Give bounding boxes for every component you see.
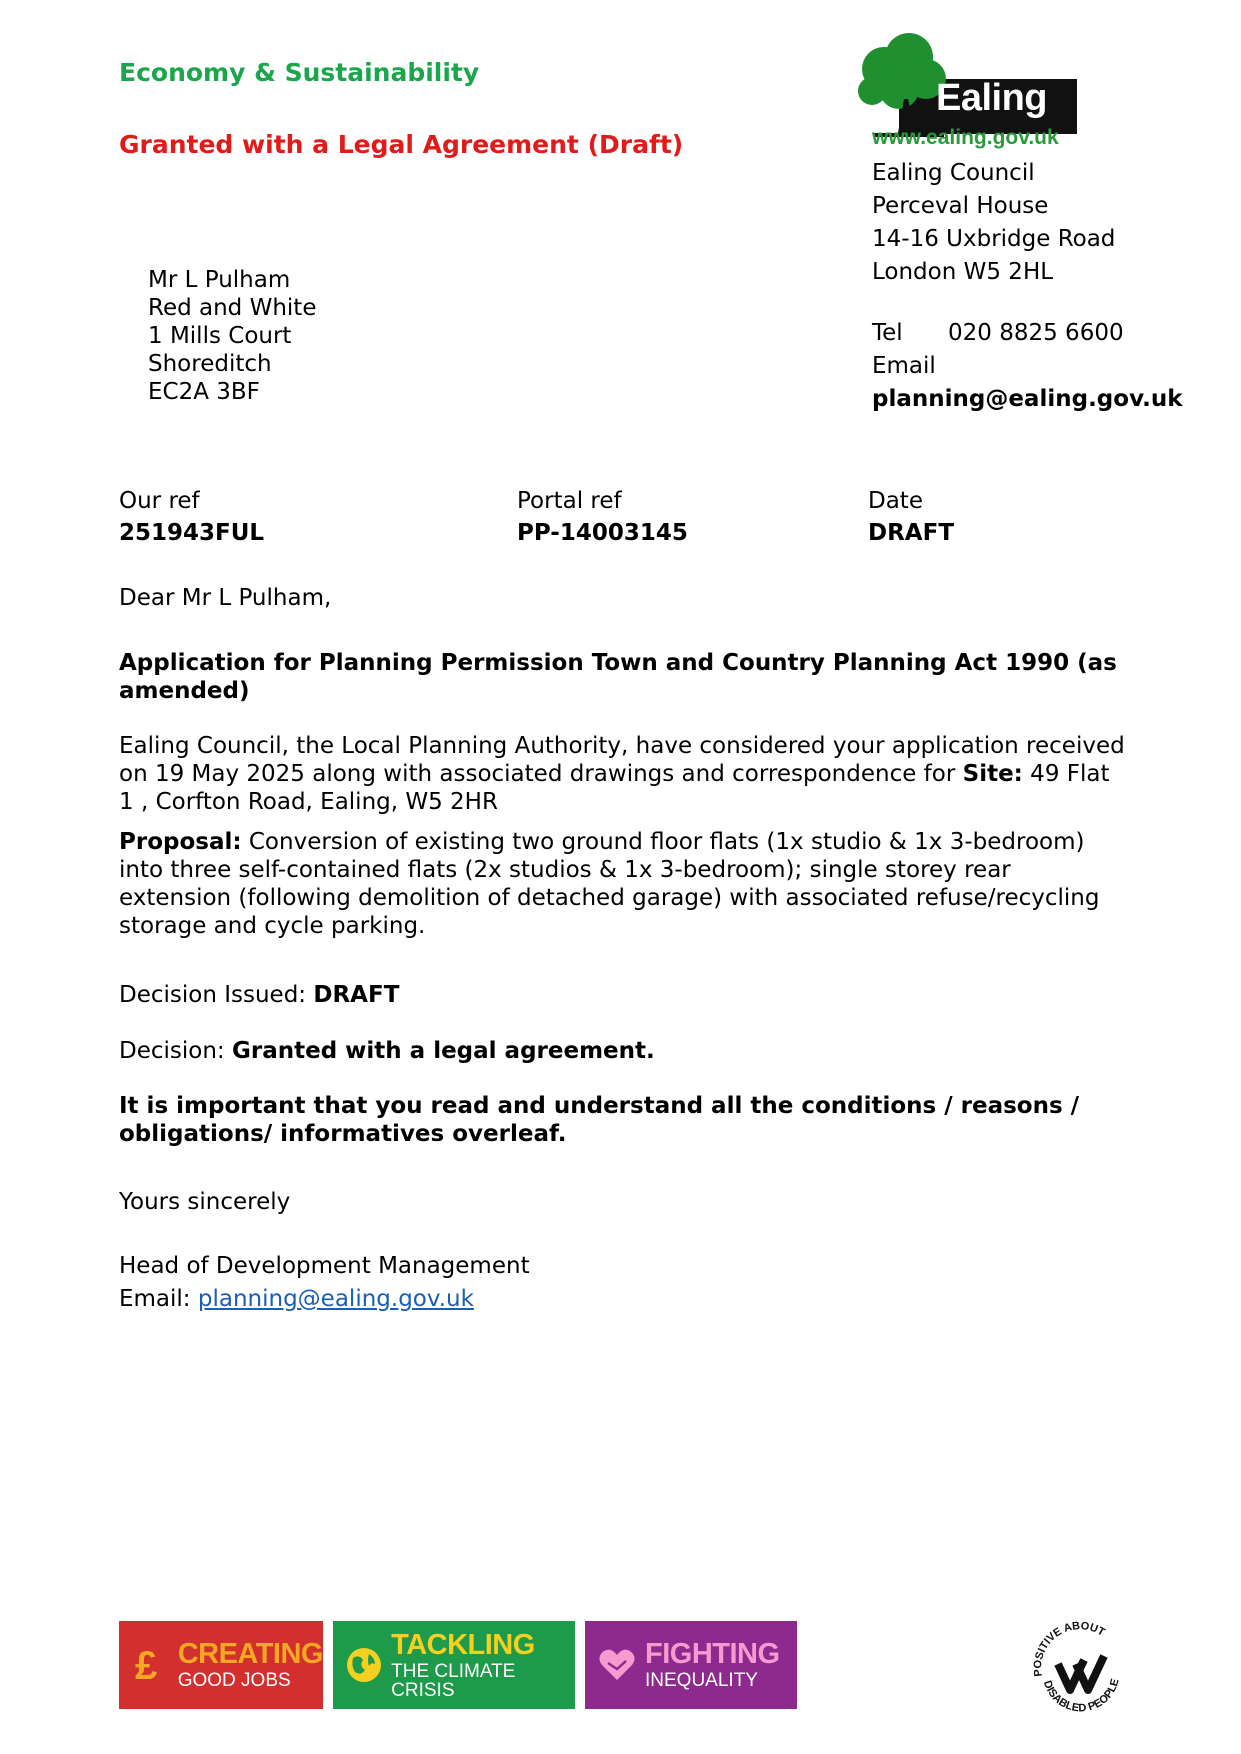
intro-paragraph: [119, 732, 1139, 816]
salutation: Dear Mr L Pulham,: [119, 585, 332, 611]
subject-heading: Application for Planning Permission Town and Country Planning Act 1990 (as amended): [119, 650, 1117, 704]
proposal-line: extension (following demolition of detached garage) with associated refuse/recycling: [119, 885, 1100, 911]
date-value: DRAFT: [868, 520, 955, 546]
council-telephone: [872, 320, 1124, 346]
badge-top-text: POSITIVE ABOUT: [1031, 1620, 1107, 1678]
recipient-line: Shoreditch: [148, 351, 272, 377]
heart-hands-icon: [597, 1645, 637, 1685]
important-notice: [119, 1092, 1139, 1148]
tel-value: 020 8825 6600: [948, 320, 1124, 346]
date-label: Date: [868, 488, 923, 514]
decision-value: Granted with a legal agreement.: [231, 1038, 655, 1064]
banner-creating-good-jobs: [119, 1621, 323, 1709]
recipient-line: EC2A 3BF: [148, 379, 260, 405]
globe-icon: [345, 1645, 383, 1685]
important-line: obligations/ informatives overleaf.: [119, 1121, 567, 1147]
council-address-line: London W5 2HL: [872, 259, 1054, 285]
badge-bottom-text: DISABLED PEOPLE: [1040, 1677, 1122, 1715]
council-address: [872, 157, 1115, 289]
portal-ref-label: Portal ref: [517, 488, 622, 514]
signatory: Head of Development Management: [119, 1253, 530, 1279]
council-address-line: Ealing Council: [872, 160, 1035, 186]
our-ref-value: 251943FUL: [119, 520, 265, 546]
proposal-line: into three self-contained flats (2x studios & 1x 3-bedroom); single storey rear: [119, 857, 1011, 883]
portal-ref-value: PP-14003145: [517, 520, 688, 546]
logo-website: www.ealing.gov.uk: [872, 126, 1059, 149]
council-address-line: 14-16 Uxbridge Road: [872, 226, 1116, 252]
recipient-line: Red and White: [148, 295, 317, 321]
recipient-address: [148, 266, 316, 406]
banner-title: FIGHTING: [645, 1638, 780, 1670]
proposal-line: Proposal: Conversion of existing two ground floor flats (1x studio & 1x 3-bedroom): [119, 829, 1085, 855]
important-line: It is important that you read and understand all the conditions / reasons /: [119, 1093, 1080, 1119]
banner-subtitle: GOOD JOBS: [177, 1670, 291, 1691]
proposal-paragraph: [119, 828, 1139, 940]
positive-about-disabled-people-badge: [1028, 1620, 1132, 1724]
department-heading: Economy & Sustainability: [119, 58, 480, 87]
council-address-line: Perceval House: [872, 193, 1049, 219]
signatory-email-link[interactable]: planning@ealing.gov.uk: [197, 1286, 474, 1312]
banner-subtitle: INEQUALITY: [645, 1670, 758, 1691]
tel-label: Tel: [872, 320, 903, 346]
banner-subtitle: THE CLIMATE CRISIS: [391, 1660, 516, 1701]
banner-tackling-climate: [333, 1621, 575, 1709]
recipient-line: 1 Mills Court: [148, 323, 292, 349]
site-label: Site:: [962, 761, 1023, 787]
proposal-line: storage and cycle parking.: [119, 913, 426, 939]
decision-issued: Decision Issued: DRAFT: [119, 982, 400, 1008]
our-ref-label: Our ref: [119, 488, 200, 514]
decision-issued-value: DRAFT: [313, 982, 400, 1008]
council-email-label: Email: [872, 353, 936, 379]
banner-title: CREATING: [177, 1638, 323, 1670]
intro-line: 1 , Corfton Road, Ealing, W5 2HR: [119, 789, 498, 815]
signatory-email: Email: planning@ealing.gov.uk: [119, 1286, 474, 1312]
logo-wordmark: Ealing: [936, 77, 1048, 119]
pound-icon: [131, 1645, 170, 1685]
banner-fighting-inequality: [585, 1621, 797, 1709]
decision: Decision: Granted with a legal agreement.: [119, 1038, 655, 1064]
banner-title: TACKLING: [391, 1628, 535, 1661]
status-heading: Granted with a Legal Agreement (Draft): [119, 130, 684, 159]
proposal-label: Proposal:: [119, 829, 242, 855]
intro-line: Ealing Council, the Local Planning Authority, have considered your application received: [119, 733, 1125, 759]
svg-text:£: £: [135, 1645, 158, 1685]
tick-icon: [1058, 1656, 1104, 1690]
intro-line: on 19 May 2025 along with associated drawings and correspondence for Site: 49 Flat: [119, 761, 1110, 787]
recipient-line: Mr L Pulham: [148, 267, 291, 293]
council-email-value: planning@ealing.gov.uk: [872, 386, 1183, 412]
closing: Yours sincerely: [119, 1189, 291, 1215]
